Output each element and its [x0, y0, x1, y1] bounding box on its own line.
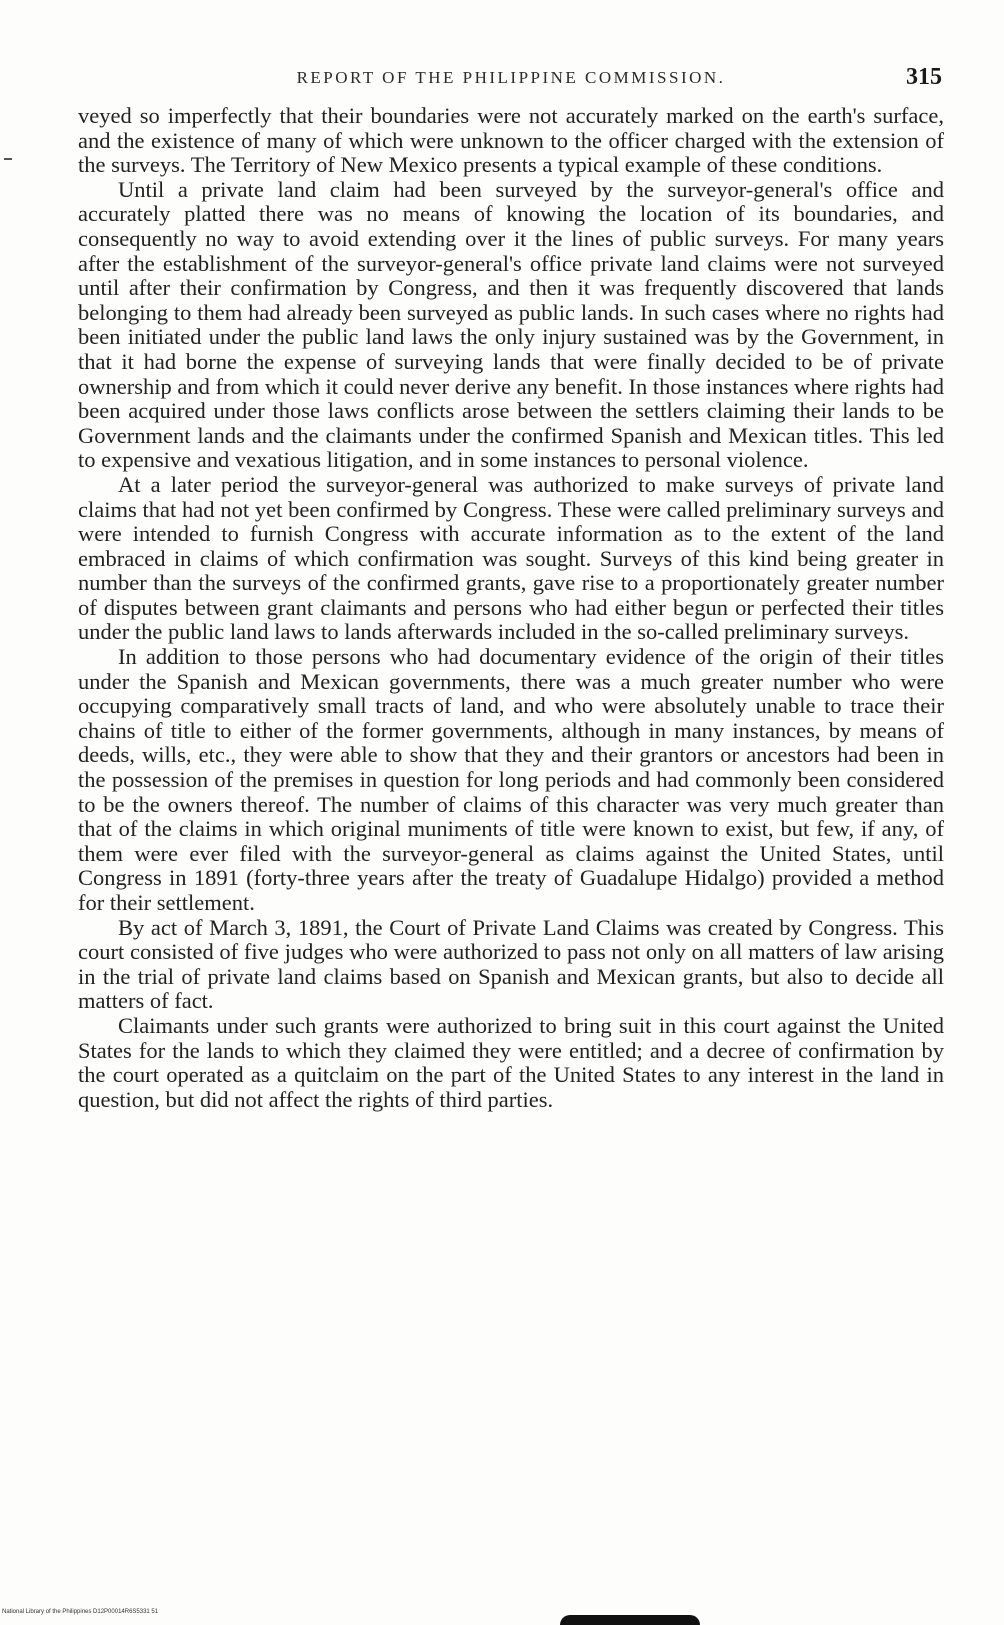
paragraph: Claimants under such grants were authorized to bring suit in this court against the United States for the lands to which they claimed they were entitled; and a decree of confirmation by the court operated as a quitclaim on the part of the United States to any interest in the land in question, but did not affect the rights of third parties. [78, 1012, 944, 1112]
body-text [78, 104, 944, 1112]
paragraph-continuation: veyed so imperfectly that their boundaries were not accurately marked on the earth's surface, and the existence of many of which were unknown to the officer charged with the extension of the surveys. The Territory of New Mexico presents a typical example of these conditions. [78, 103, 944, 178]
paragraph: By act of March 3, 1891, the Court of Private Land Claims was created by Congress. This court consisted of five judges who were authorized to pass not only on all matters of law arising in the trial of private land claims based on Spanish and Mexican grants, but also to decide all matters of fact. [78, 914, 944, 1014]
library-credit: National Library of the Philippines D12P00014R6S5331 51 [2, 1609, 159, 1615]
scan-shadow [560, 1615, 700, 1625]
running-title: REPORT OF THE PHILIPPINE COMMISSION. [296, 68, 726, 87]
page-number: 315 [906, 64, 942, 90]
paragraph: At a later period the surveyor-general was authorized to make surveys of private land claims that had not yet been confirmed by Congress. These were called preliminary surveys and were intended to furnish Congress with accurate information as to the extent of the land embraced in claims of which confirmation was sought. Surveys of this kind being greater in number than the surveys of the confirmed grants, gave rise to a proportionately greater number of disputes between grant claimants and persons who had either begun or perfected their titles under the public land laws to lands afterwards included in the so-called preliminary surveys. [78, 471, 944, 645]
running-header [80, 64, 942, 94]
margin-mark [4, 158, 12, 160]
paragraph: In addition to those persons who had documentary evidence of the origin of their titles under the Spanish and Mexican governments, there was a much greater number who were occupying comparatively small tracts of land, and who were absolutely unable to trace their chains of title to either of the former governments, although in many instances, by means of deeds, wills, etc., they were able to show that they and their grantors or ancestors had been in the possession of the premises in question for long periods and had commonly been considered to be the owners thereof. The number of claims of this character was very much greater than that of the claims in which original muniments of title were known to exist, but few, if any, of them were ever filed with the surveyor-general as claims against the United States, until Congress in 1891 (forty-three years after the treaty of Guadalupe Hidalgo) provided a method for their settlement. [78, 644, 944, 915]
paragraph: Until a private land claim had been surveyed by the surveyor-general's office and accurately platted there was no means of knowing the location of its boundaries, and consequently no way to avoid extending over it the lines of public surveys. For many years after the establishment of the surveyor-general's office private land claims were not surveyed until after their confirmation by Congress, and then it was frequently discovered that lands belonging to them had already been surveyed as public lands. In such cases where no rights had been initiated under the public land laws the only injury sustained was by the Government, in that it had borne the expense of surveying lands that were finally decided to be of private ownership and from which it could never derive any benefit. In those instances where rights had been acquired under those laws conflicts arose between the settlers claiming their lands to be Government lands and the claimants under the confirmed Spanish and Mexican titles. This led to expensive and vexatious litigation, and in some instances to personal violence. [78, 176, 944, 473]
